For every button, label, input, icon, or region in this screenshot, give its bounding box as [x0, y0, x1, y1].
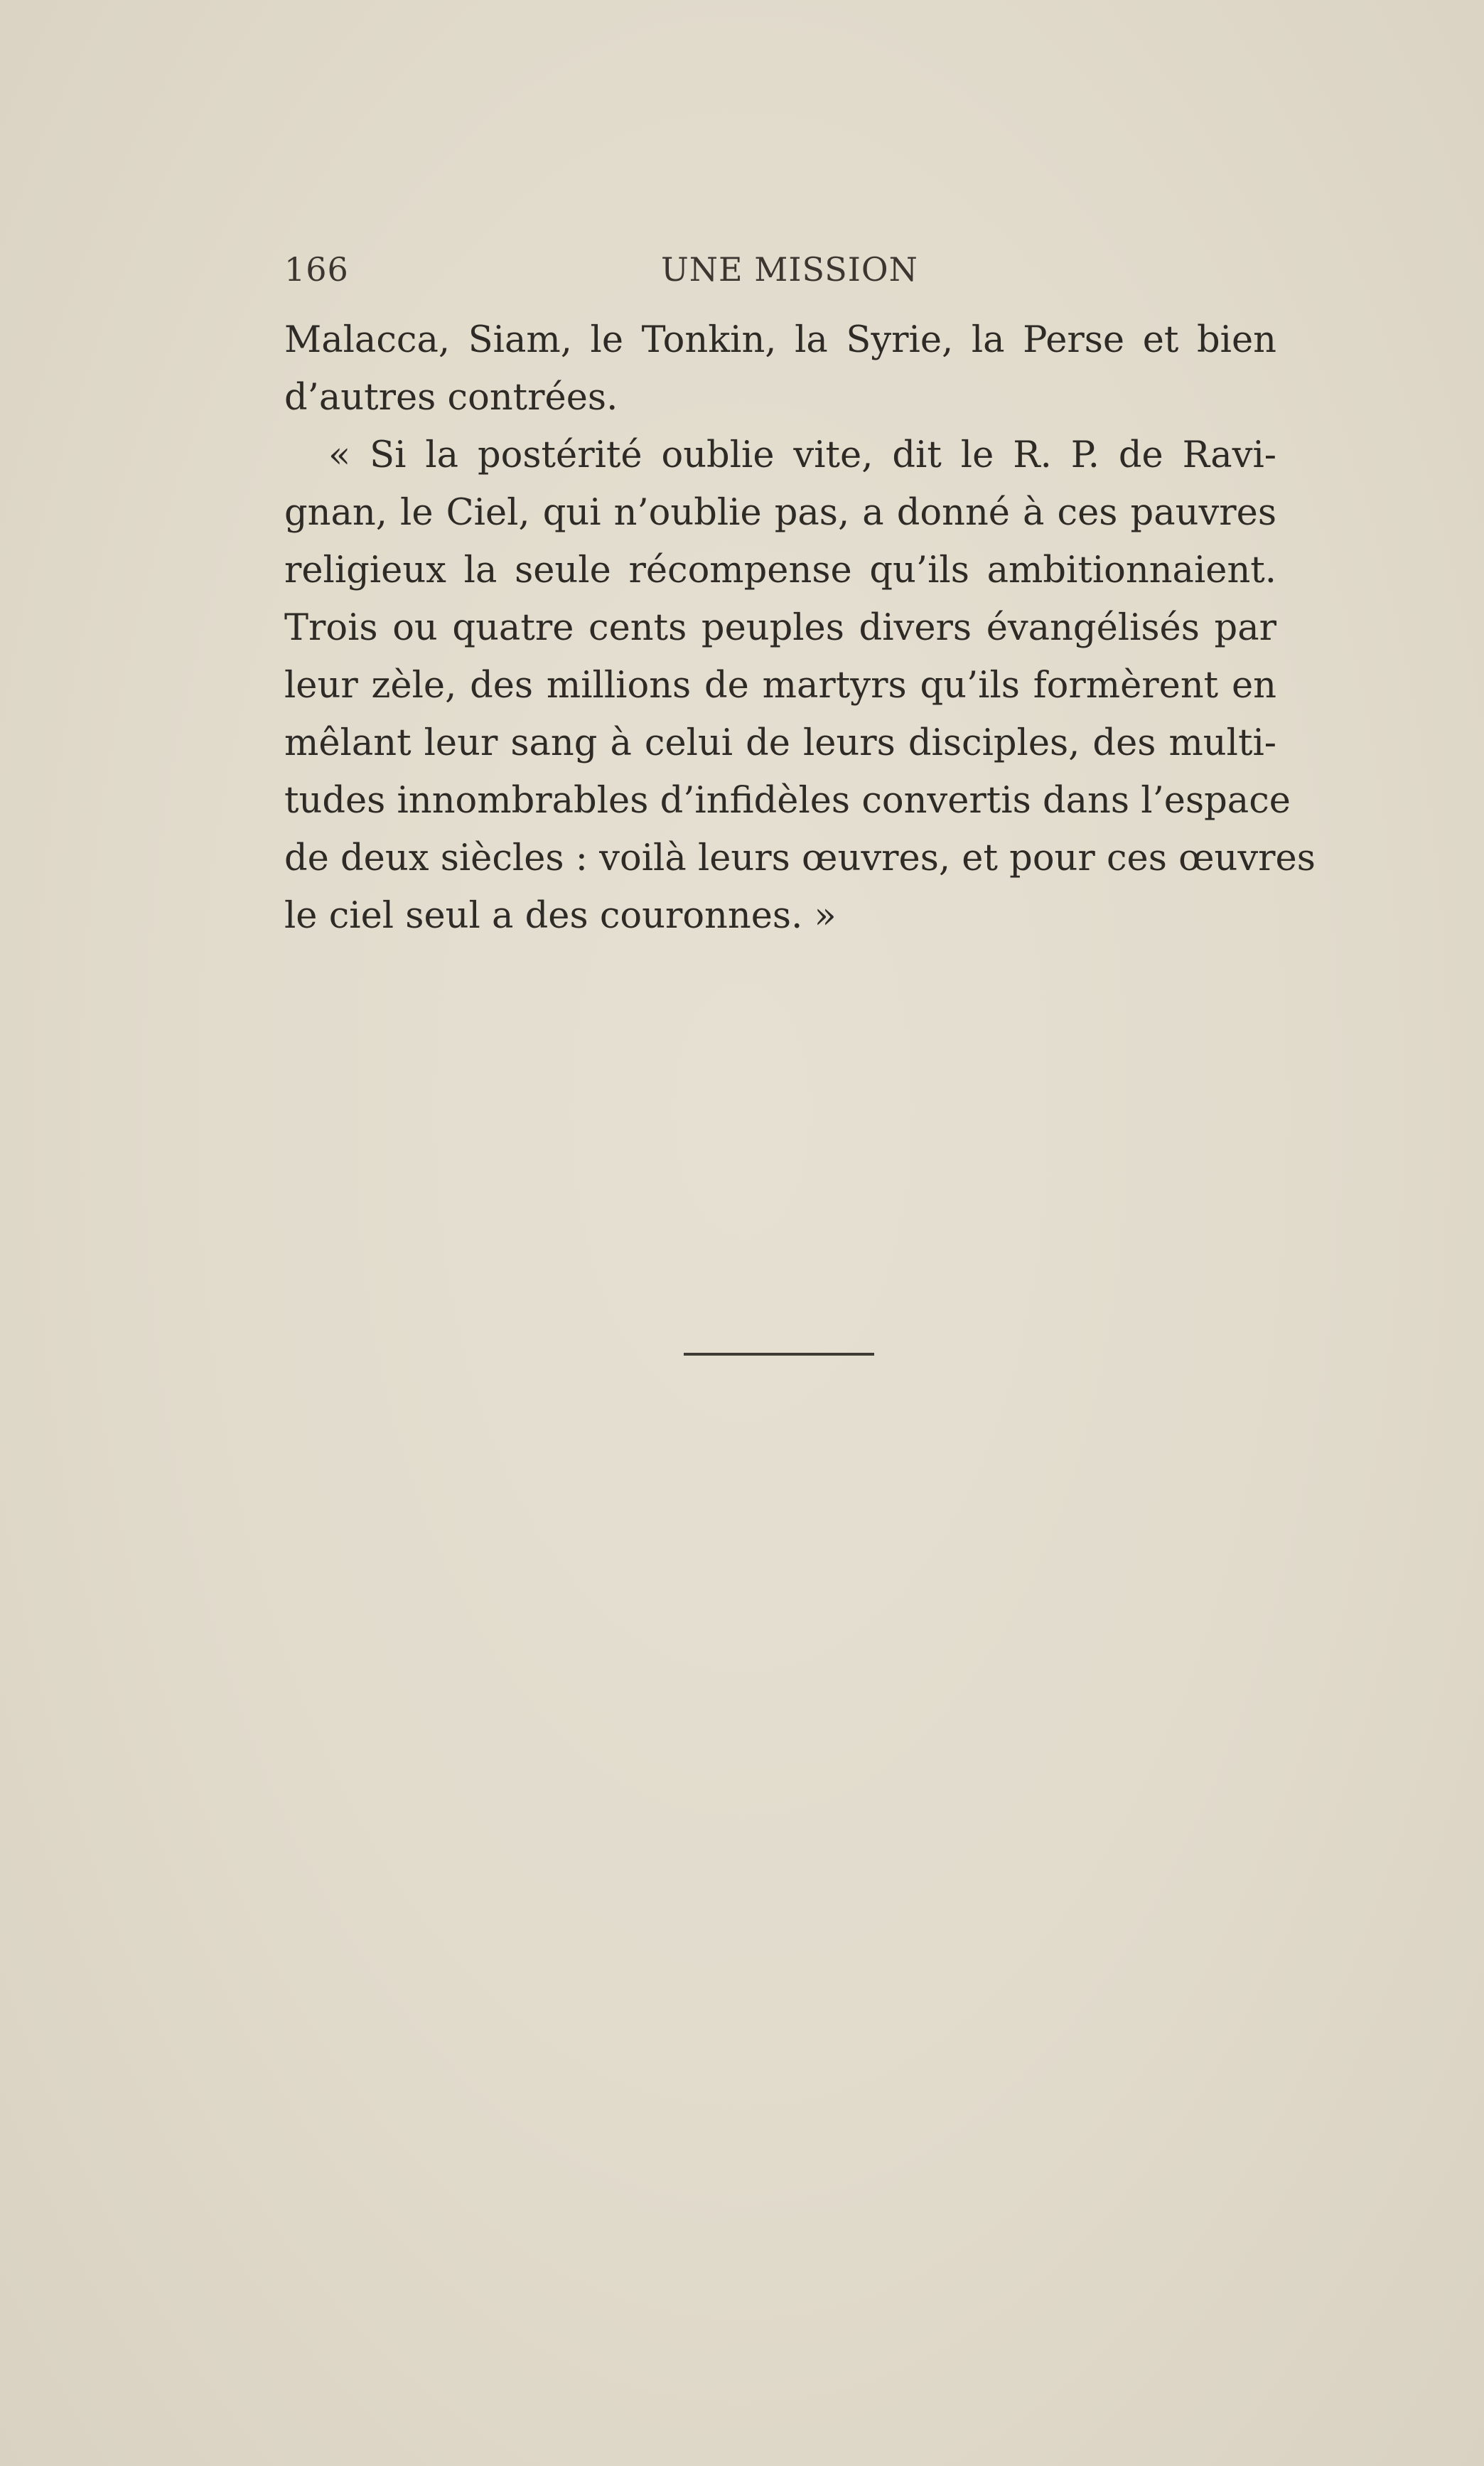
text-line: gnan, le Ciel, qui n’oublie pas, a donné à ces pauvres [284, 492, 1276, 534]
text-line: religieux la seule récompense qu’ils ambitionnaient. [284, 550, 1276, 591]
body-text [284, 311, 1316, 945]
text-line: mêlant leur sang à celui de leurs disciples, des multi- [284, 722, 1276, 764]
text-line: Trois ou quatre cents peuples divers évangélisés par [284, 607, 1276, 649]
text-line: leur zèle, des millions de martyrs qu’ils formèrent en [284, 665, 1276, 707]
page-header [284, 250, 1276, 293]
running-title: UNE MISSION [661, 250, 918, 289]
text-line: « Si la postérité oublie vite, dit le R. P. de Ravi- [328, 434, 1276, 476]
text-line: tudes innombrables d’infidèles convertis dans l’espace [284, 780, 1291, 822]
text-line: d’autres contrées. [284, 377, 618, 419]
text-line: le ciel seul a des couronnes. » [284, 895, 837, 937]
text-line: de deux siècles : voilà leurs œuvres, et pour ces œuvres [284, 837, 1316, 879]
text-line: Malacca, Siam, le Tonkin, la Syrie, la Perse et bien [284, 319, 1276, 361]
page-number: 166 [284, 250, 349, 289]
section-divider-rule [684, 1353, 874, 1356]
